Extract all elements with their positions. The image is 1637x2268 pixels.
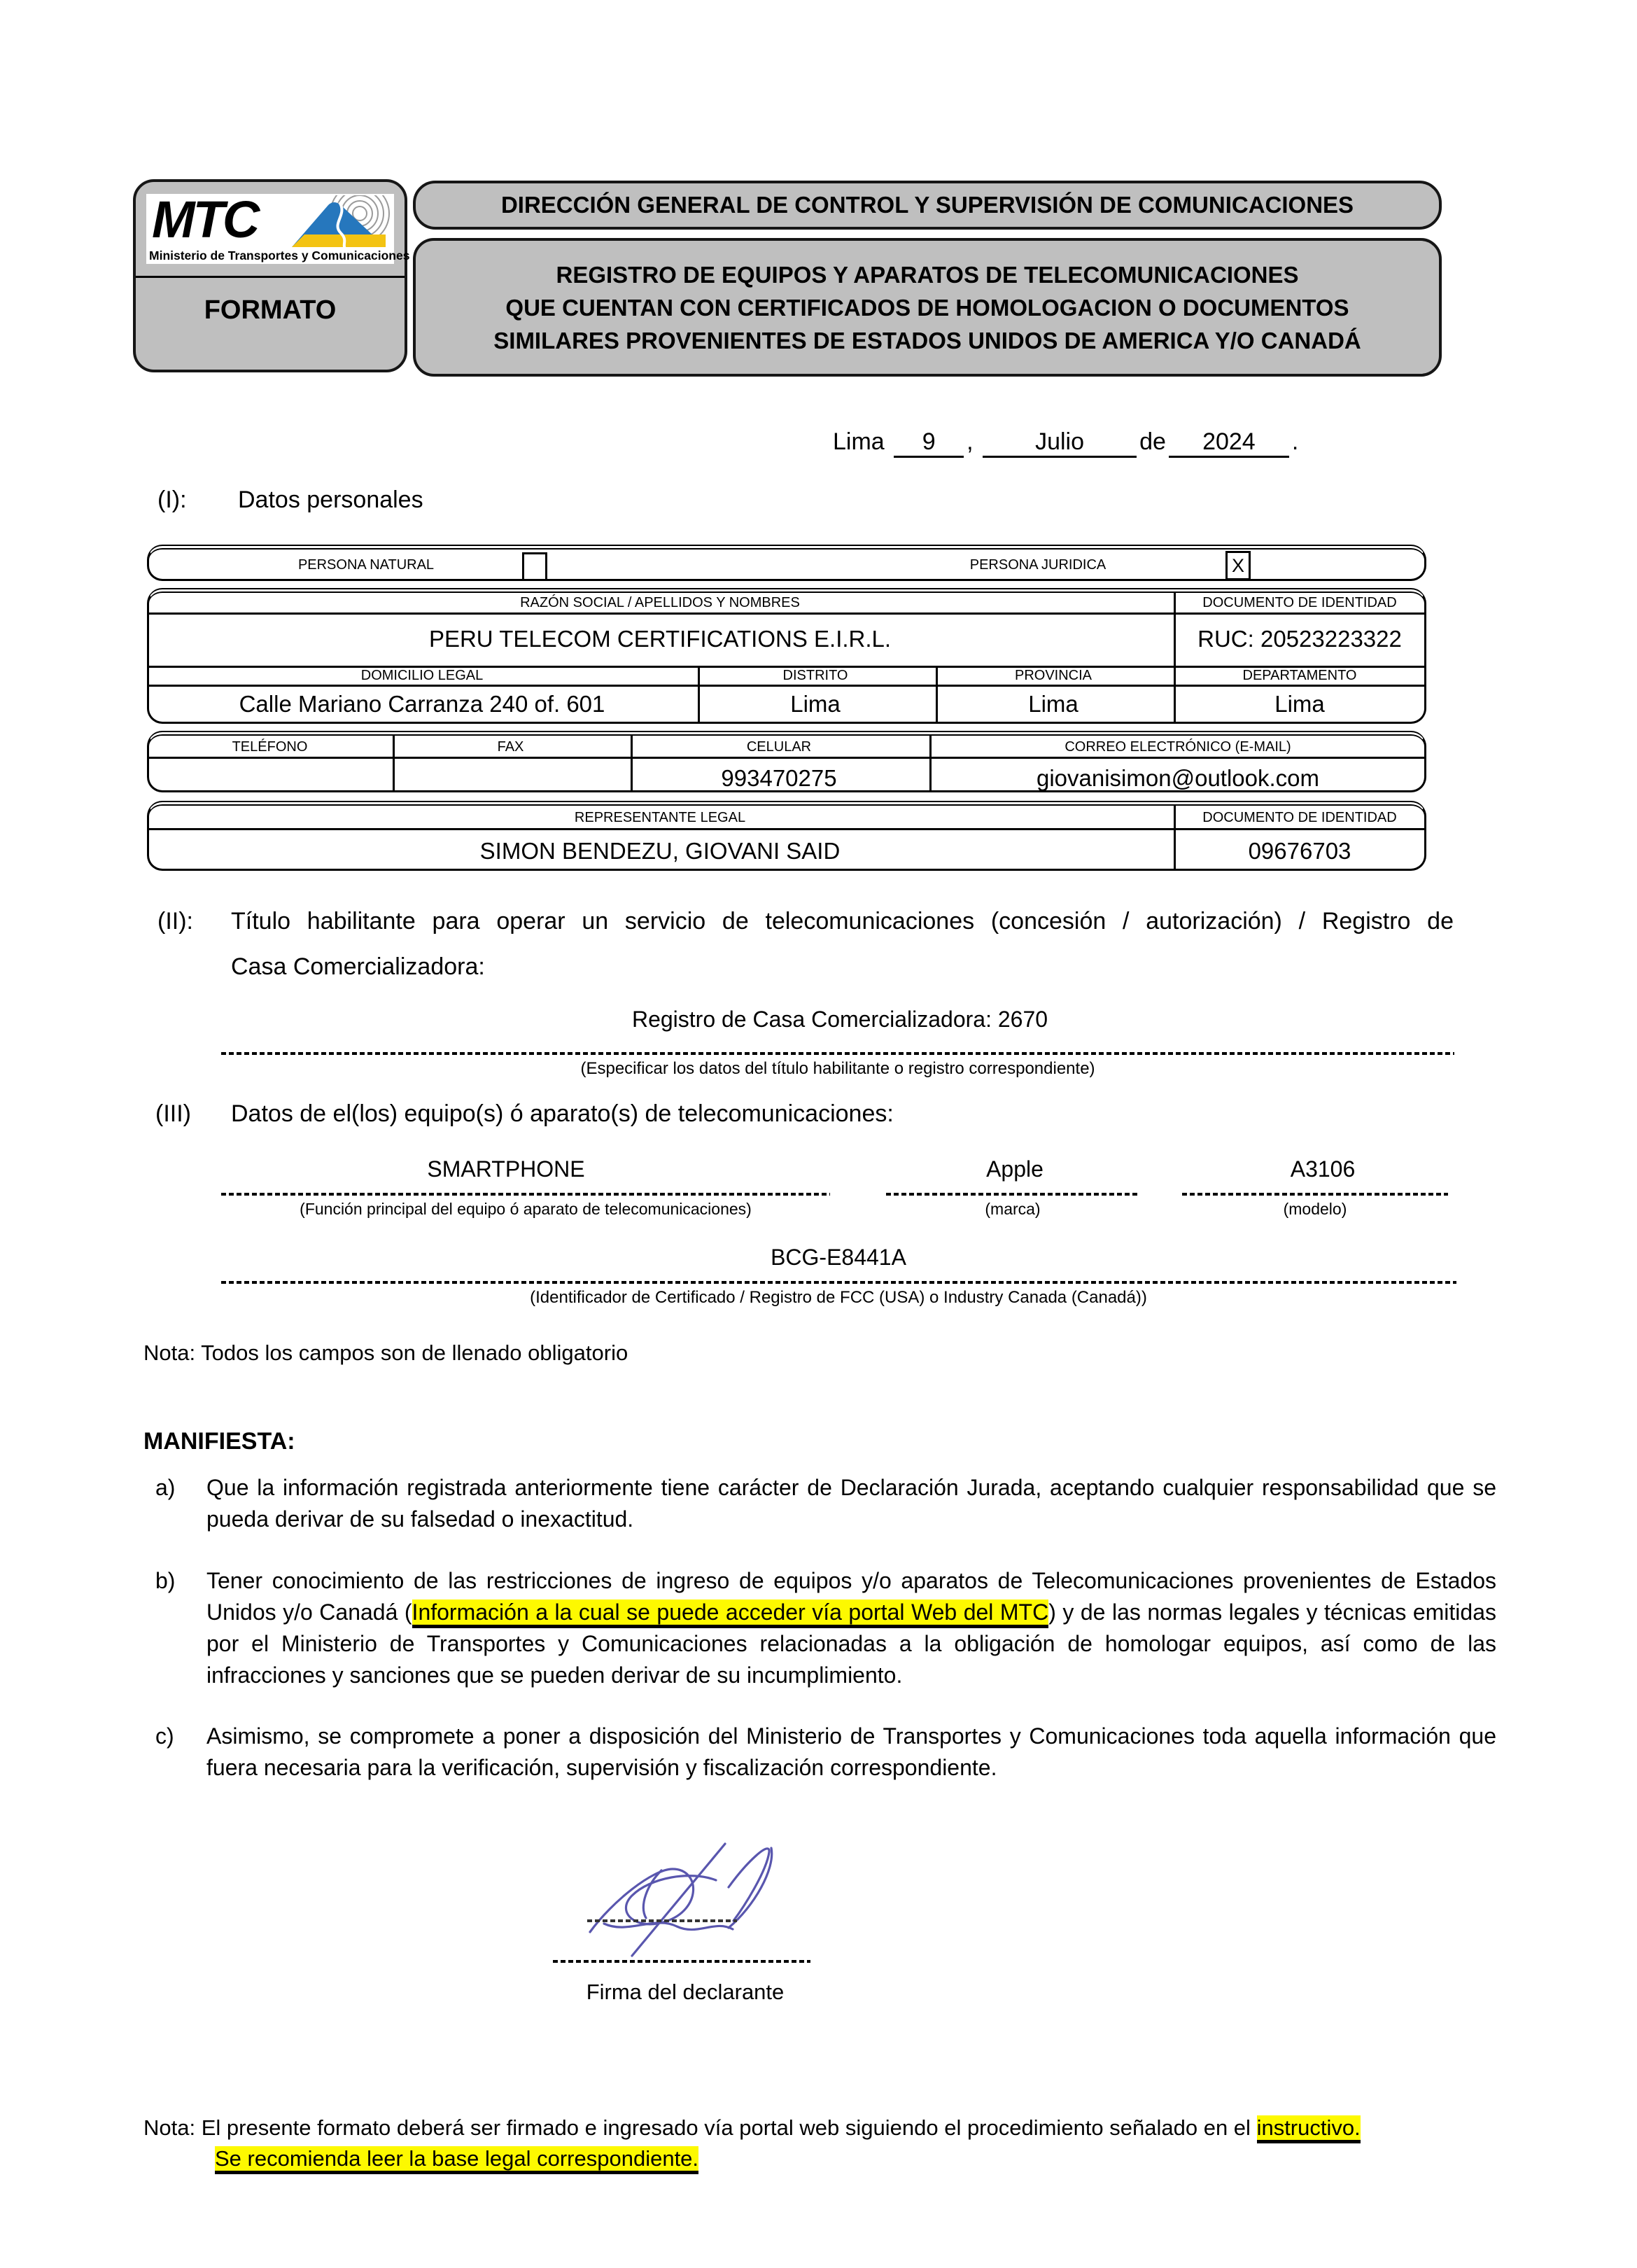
equipment-model-value[interactable]: A3106 (1290, 1156, 1356, 1182)
logo-divider (136, 276, 405, 278)
distrito-value[interactable]: Lima (790, 691, 841, 717)
representative-box (147, 801, 1426, 871)
header-subtitle-line2: QUE CUENTAN CON CERTIFICADOS DE HOMOLOGACION O DOCUMENTOS (505, 294, 1349, 321)
bottom-note-pre: Nota: El presente formato deberá ser firmado e ingresado vía portal web siguiendo el procedimiento señalado en el (143, 2115, 1257, 2140)
function-caption: (Función principal del equipo ó aparato de telecomunicaciones) (300, 1200, 752, 1218)
provincia-header: PROVINCIA (1014, 668, 1092, 683)
brand-caption: (marca) (985, 1200, 1041, 1218)
certificate-caption: (Identificador de Certificado / Registro de FCC (USA) o Industry Canada (Canadá)) (530, 1288, 1147, 1307)
certificate-dashed-line (221, 1281, 1456, 1284)
registro-casa-value[interactable]: Registro de Casa Comercializadora: 2670 (631, 1007, 1048, 1032)
mtc-logo (146, 190, 410, 264)
doc-identidad-value[interactable]: RUC: 20523223322 (1197, 626, 1402, 652)
departamento-value[interactable]: Lima (1274, 691, 1325, 717)
departamento-header: DEPARTAMENTO (1242, 668, 1357, 683)
item-b-label: b) (155, 1568, 176, 1593)
date-comma: , (967, 428, 974, 455)
date-de: de (1139, 428, 1166, 455)
equipment-brand-value[interactable]: Apple (986, 1156, 1044, 1182)
persona-juridica-label: PERSONA JURIDICA (969, 557, 1106, 573)
fax-header: FAX (497, 739, 524, 755)
telefono-header: TELÉFONO (232, 739, 308, 755)
item-b-pre: Tener conocimiento de las restricciones de ingreso de equipos y/o aparatos de Telecomunicaciones provenientes de Estados Unidos y/o Canadá ( (206, 1568, 1496, 1625)
header-subtitle-line3: SIMILARES PROVENIENTES DE ESTADOS UNIDOS DE AMERICA Y/O CANADÁ (493, 327, 1361, 354)
date-line (833, 428, 1298, 458)
header-title-box (413, 181, 1442, 230)
section1-label: (I): (157, 486, 187, 513)
item-b-text (206, 1565, 1496, 1691)
contact-box (147, 731, 1426, 792)
date-city: Lima (833, 428, 885, 455)
domicilio-value[interactable]: Calle Mariano Carranza 240 of. 601 (239, 691, 605, 717)
identity-address-box (147, 588, 1426, 724)
brand-dashed-line (886, 1193, 1139, 1196)
date-year-field[interactable]: 2024 (1169, 428, 1289, 458)
header-title: DIRECCIÓN GENERAL DE CONTROL Y SUPERVISIÓN DE COMUNICACIONES (500, 192, 1354, 218)
header-subtitle-line1: REGISTRO DE EQUIPOS Y APARATOS DE TELECOMUNICACIONES (556, 261, 1299, 288)
distrito-header: DISTRITO (782, 668, 848, 683)
date-period: . (1291, 428, 1299, 455)
item-b-highlight-link[interactable]: Información a la cual se puede acceder vía portal Web del MTC (412, 1600, 1049, 1628)
representante-value[interactable]: SIMON BENDEZU, GIOVANI SAID (479, 838, 841, 864)
section2-text-line2: Casa Comercializadora: (231, 953, 485, 980)
item-a-label: a) (155, 1475, 176, 1500)
rep-doc-header: DOCUMENTO DE IDENTIDAD (1202, 810, 1397, 825)
section2-caption: (Especificar los datos del título habilitante o registro correspondiente) (580, 1059, 1095, 1078)
date-day-field[interactable]: 9 (894, 428, 964, 458)
item-b-post: ) y de las normas legales y técnicas emitidas por el Ministerio de Transportes y Comunicaciones relacionadas a la obligación de homologar equipos, así como de las infracciones y sanciones que se pueden derivar de su incumplimiento. (206, 1600, 1497, 1688)
equipment-function-value[interactable]: SMARTPHONE (427, 1156, 585, 1182)
section2-dashed-line (221, 1052, 1454, 1055)
item-c-label: c) (155, 1723, 174, 1749)
persona-juridica-checkbox[interactable]: X (1225, 551, 1251, 580)
mtc-logo-box (133, 179, 410, 372)
domicilio-header: DOMICILIO LEGAL (360, 668, 484, 683)
signature-caption: Firma del declarante (586, 1980, 785, 2004)
persona-natural-label: PERSONA NATURAL (297, 557, 435, 573)
rep-doc-value[interactable]: 09676703 (1248, 838, 1351, 864)
persona-type-box (147, 545, 1426, 581)
model-caption: (modelo) (1283, 1200, 1347, 1218)
item-c-text: Asimismo, se compromete a poner a disposición del Ministerio de Transportes y Comunicaciones toda aquella información que fuera necesaria para la verificación, supervisión y fiscalización correspondiente. (206, 1723, 1496, 1780)
mtc-logo-text: MTC (152, 190, 258, 248)
section3-title: Datos de el(los) equipo(s) ó aparato(s) de telecomunicaciones: (231, 1100, 894, 1127)
certificate-id-value[interactable]: BCG-E8441A (771, 1245, 906, 1270)
provincia-value[interactable]: Lima (1028, 691, 1079, 717)
signature-image (563, 1828, 864, 1961)
doc-identidad-header: DOCUMENTO DE IDENTIDAD (1202, 595, 1397, 610)
section2-label: (II): (157, 908, 193, 934)
representante-header: REPRESENTANTE LEGAL (574, 810, 746, 825)
mtc-logo-art-icon (288, 195, 393, 250)
instructivo-link[interactable]: instructivo. (1257, 2115, 1361, 2143)
section3-label: (III) (155, 1100, 191, 1127)
item-a-text: Que la información registrada anteriormente tiene carácter de Declaración Jurada, aceptando cualquier responsabilidad que se pueda derivar de su falsedad o inexactitud. (206, 1475, 1496, 1532)
base-legal-highlight[interactable]: Se recomienda leer la base legal correspondiente. (215, 2146, 698, 2174)
model-dashed-line (1182, 1193, 1448, 1196)
razon-social-header: RAZÓN SOCIAL / APELLIDOS Y NOMBRES (520, 595, 800, 610)
mtc-ministry-text: Ministerio de Transportes y Comunicaciones (149, 248, 410, 262)
persona-natural-checkbox[interactable] (522, 552, 547, 581)
email-header: CORREO ELECTRÓNICO (E-MAIL) (1065, 739, 1291, 755)
formato-label: FORMATO (204, 295, 337, 325)
signature-dashed-line (553, 1960, 810, 1963)
mandatory-fields-note: Nota: Todos los campos son de llenado obligatorio (143, 1340, 628, 1365)
bottom-note-line1 (143, 2115, 1361, 2141)
section1-title: Datos personales (238, 486, 423, 513)
date-month-field[interactable]: Julio (983, 428, 1137, 458)
email-value[interactable]: giovanisimon@outlook.com (1036, 765, 1320, 791)
manifiesta-title: MANIFIESTA: (143, 1428, 295, 1455)
function-dashed-line (221, 1193, 830, 1196)
razon-social-value[interactable]: PERU TELECOM CERTIFICATIONS E.I.R.L. (428, 626, 892, 652)
celular-header: CELULAR (746, 739, 812, 755)
bottom-note-line2 (215, 2146, 698, 2171)
celular-value[interactable]: 993470275 (721, 765, 837, 791)
header-subtitle-box (413, 238, 1442, 377)
section2-text-line1: Título habilitante para operar un servicio de telecomunicaciones (concesión / autorización) / Registro de (231, 908, 1454, 934)
